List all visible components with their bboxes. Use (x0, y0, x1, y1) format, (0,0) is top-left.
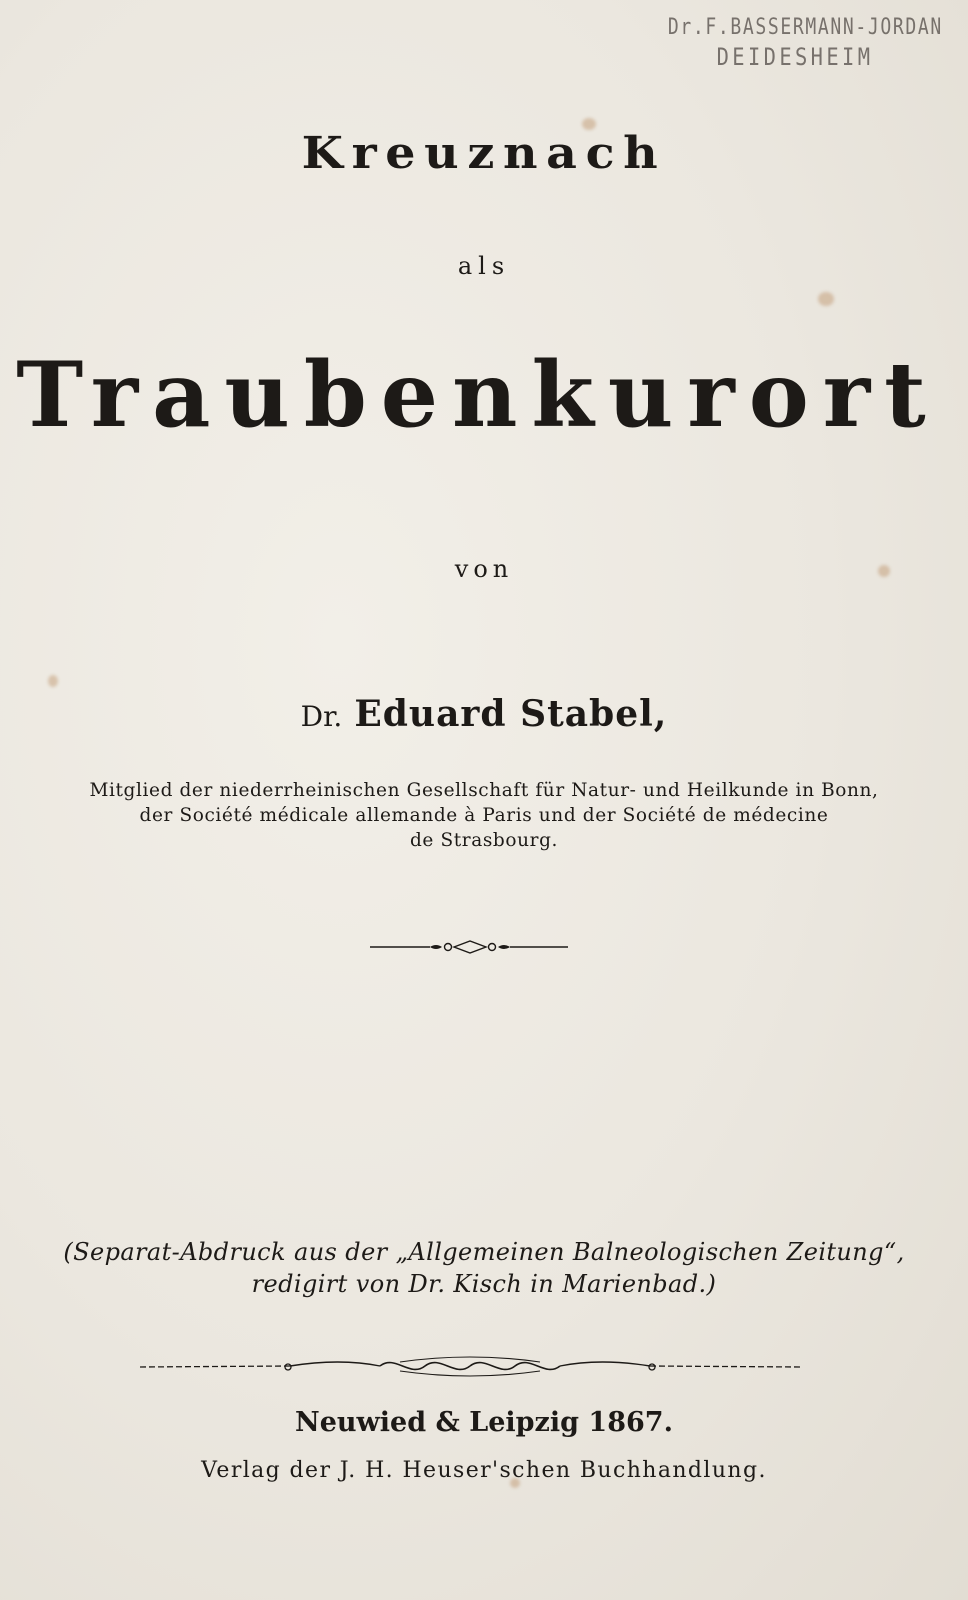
author-name: Eduard Stabel, (354, 693, 668, 735)
ornament-divider-large (140, 1354, 800, 1380)
imprint-publisher: Verlag der J. H. Heuser'schen Buchhandlung. (201, 1458, 767, 1483)
title-line-1: Kreuznach (301, 128, 667, 179)
affiliation-line: der Société médicale allemande à Paris und der Société de médecine (139, 805, 829, 826)
affiliation-line: de Strasbourg. (409, 830, 558, 851)
ornament-divider-small (370, 935, 570, 959)
imprint-place-year: Neuwied & Leipzig 1867. (295, 1407, 673, 1438)
author-prefix: Dr. (300, 700, 343, 733)
title-line-2: Traubenkurort (16, 342, 940, 448)
foxing-spot (818, 292, 834, 306)
byline-von: von (454, 555, 514, 583)
note-line: redigirt von Dr. Kisch in Marienbad.) (251, 1270, 717, 1298)
title-connector: als (457, 252, 511, 280)
library-stamp (640, 14, 950, 72)
reprint-note (0, 1236, 968, 1300)
author-line (0, 693, 968, 735)
foxing-spot (48, 675, 58, 687)
author-affiliation (0, 778, 968, 853)
stamp-line-2: DEIDESHEIM (716, 43, 874, 71)
stamp-line-1: Dr.F.BASSERMANN-JORDAN (667, 15, 943, 40)
note-line: (Separat-Abdruck aus der „Allgemeinen Balneologischen Zeitung“, (63, 1238, 905, 1266)
affiliation-line: Mitglied der niederrheinischen Gesellschaft für Natur- und Heilkunde in Bonn, (89, 780, 879, 801)
